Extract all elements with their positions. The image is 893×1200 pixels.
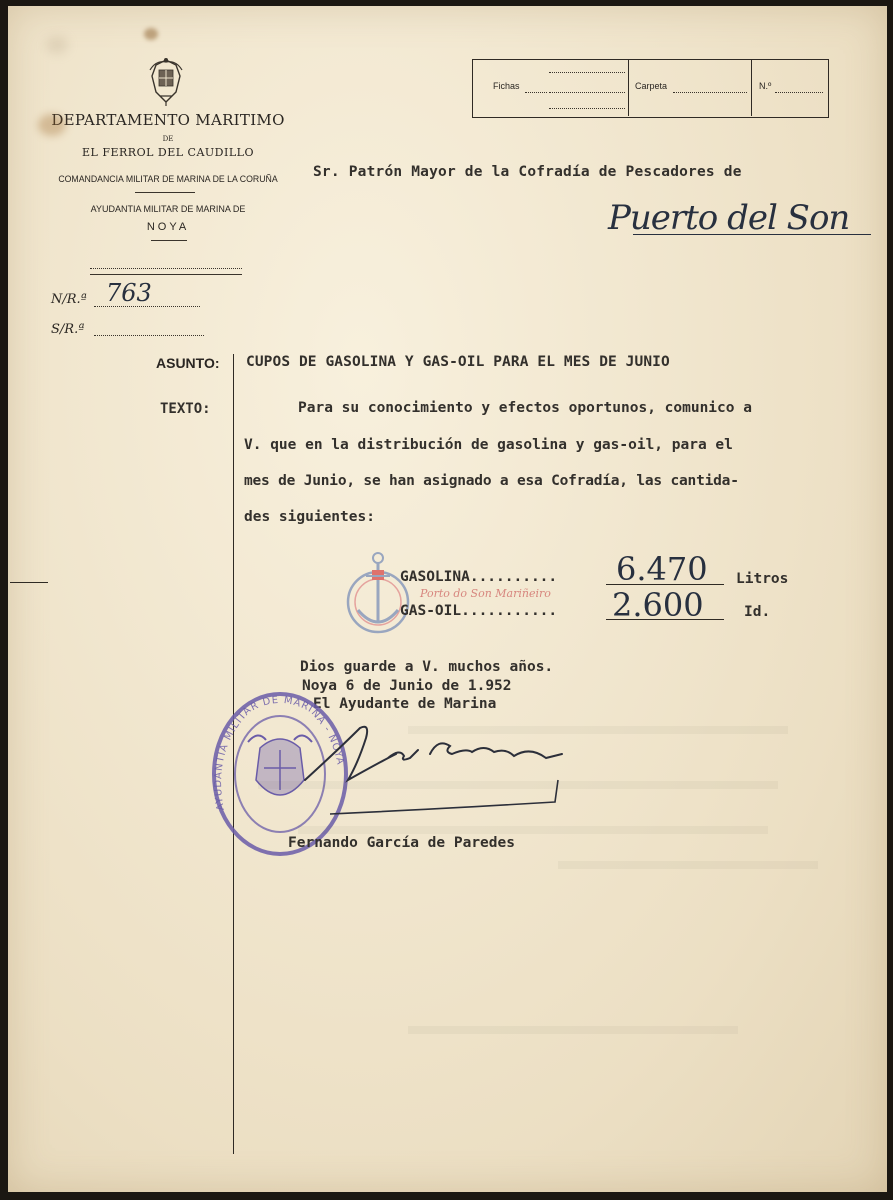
sr-label: S/R.ª — [51, 322, 85, 337]
carpeta-label: Carpeta — [635, 81, 668, 91]
paper-stain — [46, 36, 68, 54]
quantity-unit-gasolina: Litros — [736, 571, 789, 587]
paper-stain — [38, 114, 66, 136]
nr-label: N/R.ª — [51, 292, 87, 307]
header-divider-2 — [151, 240, 187, 241]
header-divider — [135, 192, 195, 193]
closing-date: Noya 6 de Junio de 1.952 — [302, 678, 512, 694]
closing-greeting: Dios guarde a V. muchos años. — [300, 659, 554, 675]
filing-box — [472, 59, 829, 118]
quantity-item-gasolina: GASOLINA.......... — [400, 569, 558, 585]
fichas-label: Fichas — [493, 81, 520, 91]
body-line-3: mes de Junio, se han asignado a esa Cofradía, las cantida- — [244, 473, 739, 489]
body-label: TEXTO: — [160, 401, 211, 417]
fold-mark — [10, 582, 48, 583]
body-line-4: des siguientes: — [244, 509, 375, 525]
anchor-watermark-icon — [342, 548, 414, 640]
department-comandancia: COMANDANCIA MILITAR DE MARINA DE LA CORUÑA — [58, 174, 278, 185]
body-line-1: Para su conocimiento y efectos oportunos, comunico a — [298, 400, 752, 416]
subject-text: CUPOS DE GASOLINA Y GAS-OIL PARA EL MES DE JUNIO — [246, 354, 670, 370]
reference-divider — [90, 268, 242, 269]
nr-value: 763 — [106, 279, 152, 307]
numero-label: N.º — [759, 81, 772, 91]
closing-title: El Ayudante de Marina — [313, 696, 497, 712]
signatory-name: Fernando García de Paredes — [288, 835, 515, 851]
paper-stain — [144, 28, 158, 40]
department-de: DE — [162, 135, 174, 143]
watermark-text: Porto do Son Mariñeiro — [420, 587, 551, 600]
department-town: NOYA — [146, 221, 190, 233]
quantity-unit-gasoil: Id. — [744, 604, 771, 620]
addressee-line: Sr. Patrón Mayor de la Cofradía de Pescadores de — [313, 164, 742, 180]
document-page — [8, 6, 887, 1192]
department-name: DEPARTAMENTO MARITIMO — [51, 111, 285, 129]
quantity-value-gasolina: 6.470 — [616, 550, 708, 588]
department-ayudantia: AYUDANTIA MILITAR DE MARINA DE — [90, 204, 246, 214]
addressee-place-underline — [633, 234, 871, 235]
bleed-through-text — [258, 726, 838, 1046]
subject-label: ASUNTO: — [156, 355, 220, 371]
body-line-2: V. que en la distribución de gasolina y gas-oil, para el — [244, 437, 733, 453]
coat-of-arms-icon — [146, 56, 186, 108]
quantity-item-gasoil: GAS-OIL........... — [400, 603, 558, 619]
quantity-value-gasoil: 2.600 — [612, 586, 704, 624]
seal-text: AYUDANTIA MILITAR DE MARINA - NOYA — [213, 694, 346, 812]
addressee-place-handwritten: Puerto del Son — [608, 198, 850, 238]
department-city: EL FERROL DEL CAUDILLO — [82, 146, 254, 159]
